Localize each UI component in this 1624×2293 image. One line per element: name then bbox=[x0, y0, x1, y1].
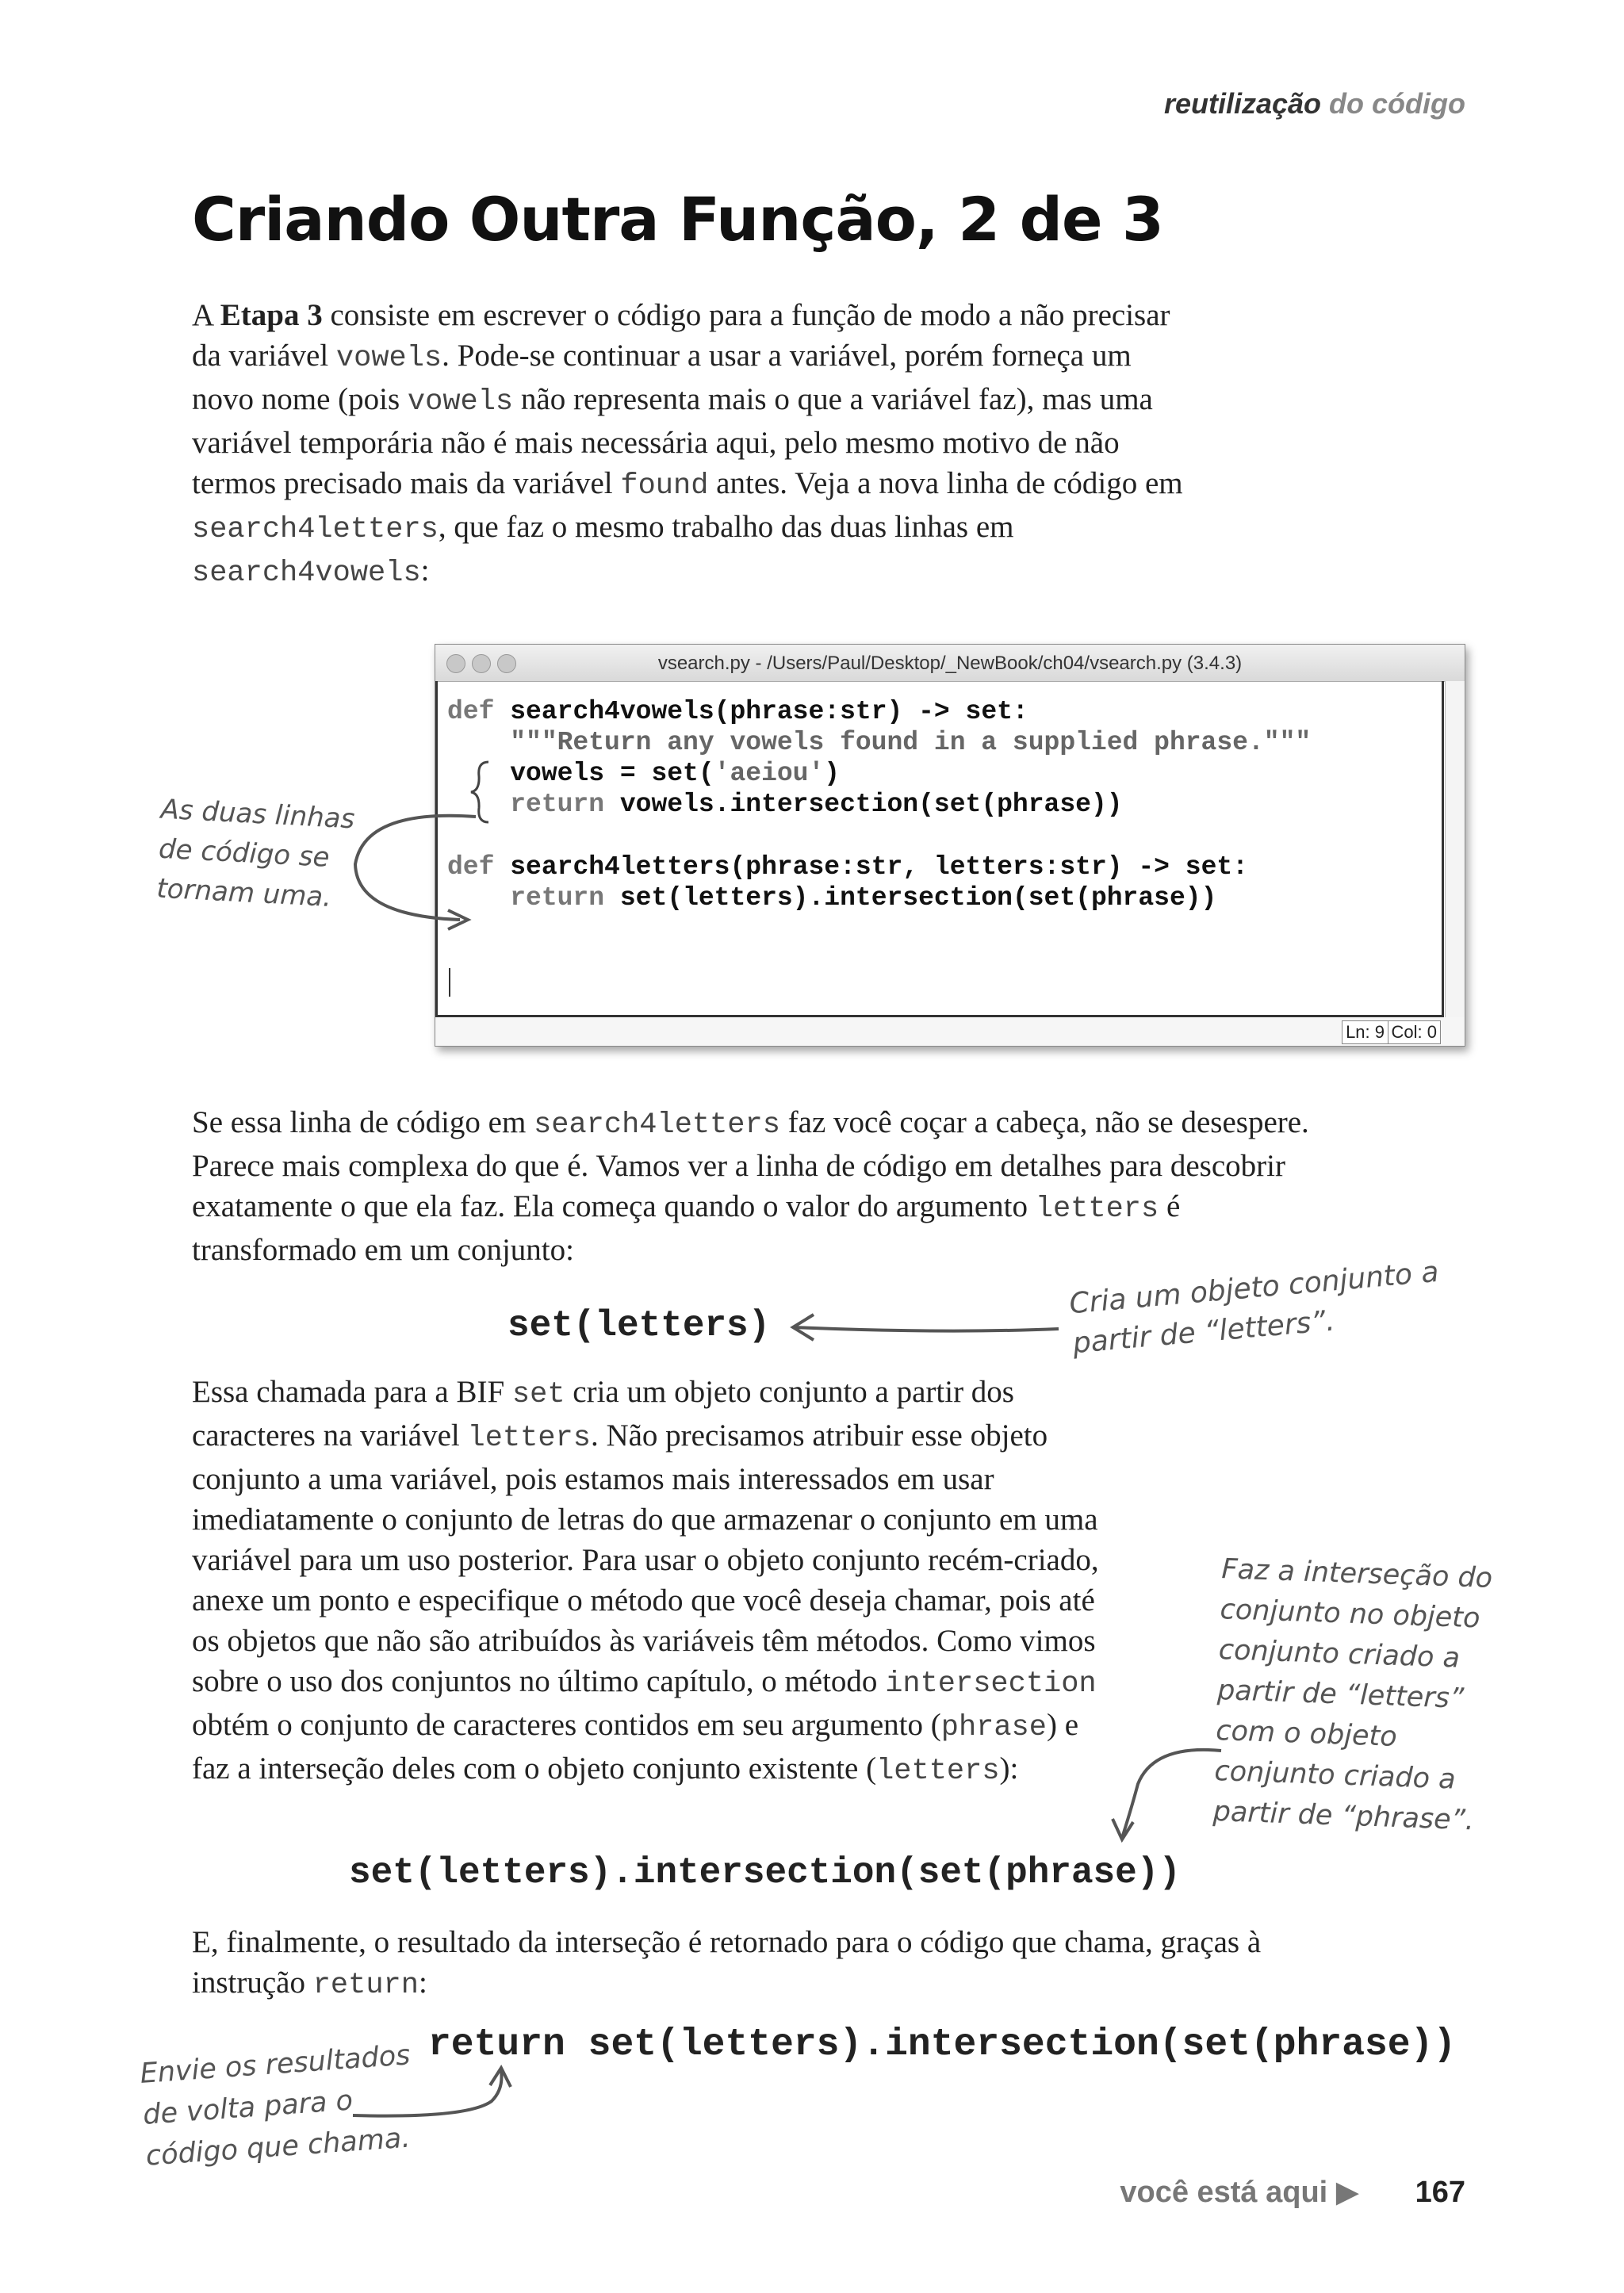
annotation-line: partir de “letters”. bbox=[1071, 1304, 1336, 1361]
code-text: search4vowels(phrase:str) -> set: bbox=[494, 697, 1028, 726]
annotation-line: conjunto no objeto bbox=[1219, 1594, 1481, 1635]
annotation-line: com o objeto bbox=[1215, 1715, 1398, 1753]
text: : bbox=[420, 553, 430, 588]
editor-window bbox=[435, 644, 1465, 1047]
inline-code: found bbox=[620, 469, 709, 503]
code-text: ) bbox=[824, 759, 841, 788]
annotation-line: conjunto criado a bbox=[1213, 1755, 1457, 1796]
text: obtém o conjunto de caracteres contidos em seu argumento ( bbox=[192, 1708, 941, 1742]
annotation-two-lines bbox=[155, 790, 355, 919]
code-line-6 bbox=[447, 852, 1248, 882]
vertical-scrollbar[interactable] bbox=[1445, 681, 1465, 1017]
arrow-icon bbox=[349, 2061, 515, 2133]
inline-code: vowels bbox=[407, 385, 514, 419]
page-footer bbox=[1120, 2174, 1465, 2210]
inline-code: return bbox=[312, 1969, 419, 2002]
text: . Não precisamos atribuir esse objeto conjunto a uma variável, pois estamos mais interessados em usar imediatamente o conjunto de letras do que armazenar o conjunto em uma variável para um uso posterior. Para usar o objeto conjunto recém-criado, anexe um ponto e especifique o método que você deseja chamar, pois até os objetos que não são atribuídos às variáveis têm métodos. Como vimos sobre o uso dos conjuntos no último capítulo, o método bbox=[192, 1418, 1099, 1698]
arrow-icon bbox=[785, 1308, 1063, 1348]
text: consiste em escrever o código para a função de modo a não precisar da variável bbox=[192, 298, 1170, 373]
footer-label: você está aqui ▶ bbox=[1120, 2176, 1360, 2209]
annotation-line: Faz a interseção do bbox=[1220, 1553, 1493, 1595]
keyword: def bbox=[447, 697, 495, 726]
code-line-2: """Return any vowels found in a supplied phrase.""" bbox=[447, 728, 1312, 757]
code-text: search4letters(phrase:str, letters:str) -> set: bbox=[494, 852, 1248, 882]
header-section-sub: do código bbox=[1329, 87, 1465, 120]
annotation-line: Envie os resultados bbox=[139, 2039, 412, 2090]
annotation-intersection bbox=[1212, 1549, 1493, 1842]
bold-text: Etapa 3 bbox=[220, 298, 323, 332]
code-text: set(letters).intersection(set(phrase)) bbox=[604, 883, 1217, 913]
code-line-4 bbox=[447, 790, 1123, 819]
text: não representa mais o que a variável faz), mas uma variável temporária não é mais necessária aqui, pelo mesmo motivo de não termos precisado mais da variável bbox=[192, 382, 1153, 500]
text: , que faz o mesmo trabalho das duas linhas em bbox=[438, 510, 1014, 544]
inline-code: search4vowels bbox=[192, 557, 421, 590]
body-paragraph bbox=[192, 1372, 1104, 1792]
text: antes. Veja a nova linha de código em bbox=[708, 466, 1183, 500]
inline-code: vowels bbox=[335, 342, 442, 375]
annotation-line: tornam uma. bbox=[155, 872, 333, 914]
header-section-name: reutilização bbox=[1163, 87, 1322, 120]
text: é transformado em um conjunto: bbox=[192, 1189, 1181, 1267]
text: ) e faz a interseção deles com o objeto conjunto existente ( bbox=[192, 1708, 1079, 1786]
string-literal: 'aeiou' bbox=[714, 759, 825, 788]
code-line-1 bbox=[447, 697, 1028, 726]
final-paragraph bbox=[192, 1922, 1318, 2006]
code-editor-area[interactable] bbox=[435, 681, 1444, 1017]
inline-code: phrase bbox=[940, 1711, 1047, 1744]
text: : bbox=[418, 1966, 427, 2000]
keyword: return bbox=[447, 883, 605, 913]
annotation-line: de código se bbox=[158, 833, 331, 874]
inline-code: intersection bbox=[885, 1667, 1097, 1701]
code-text: vowels.intersection(set(phrase)) bbox=[604, 790, 1123, 819]
text: E, finalmente, o resultado da interseção é retornado para o código que chama, graças à instrução bbox=[192, 1925, 1262, 2000]
status-col: Col: 0 bbox=[1388, 1020, 1441, 1044]
status-bar bbox=[435, 1017, 1465, 1046]
inline-code: letters bbox=[1035, 1192, 1159, 1226]
running-header bbox=[1164, 87, 1465, 121]
code-intersection: set(letters).intersection(set(phrase)) bbox=[349, 1852, 1181, 1893]
arrow-icon bbox=[341, 801, 484, 936]
code-return: return set(letters).intersection(set(phrase)) bbox=[428, 2023, 1457, 2066]
window-title: vsearch.py - /Users/Paul/Desktop/_NewBook/ch04/vsearch.py (3.4.3) bbox=[657, 653, 1243, 674]
mid-paragraph bbox=[192, 1102, 1318, 1270]
intro-paragraph bbox=[192, 295, 1183, 594]
text: . Pode-se continuar a usar a variável, porém forneça um novo nome (pois bbox=[192, 339, 1132, 416]
text: faz você coçar a cabeça, não se desespere. Parece mais complexa do que é. Vamos ver a linha de código em detalhes para descobrir exatamente o que ela faz. Ela começa quando o valor do argumento bbox=[192, 1105, 1309, 1223]
status-line: Ln: 9 bbox=[1342, 1020, 1388, 1044]
annotation-line: código que chama. bbox=[144, 2122, 412, 2172]
text: A bbox=[192, 298, 220, 332]
arrow-icon bbox=[1106, 1736, 1225, 1847]
code-set-letters: set(letters) bbox=[508, 1305, 771, 1346]
inline-code: letters bbox=[467, 1422, 591, 1455]
code-text: vowels = set( bbox=[447, 759, 714, 788]
annotation-line: partir de “phrase”. bbox=[1212, 1795, 1475, 1837]
annotation-line: conjunto criado a bbox=[1218, 1634, 1461, 1675]
text: Essa chamada para a BIF bbox=[192, 1375, 512, 1409]
code-line-7 bbox=[447, 883, 1216, 913]
annotation-line: partir de “letters” bbox=[1216, 1675, 1465, 1715]
page-number: 167 bbox=[1415, 2176, 1465, 2209]
text: cria um objeto conjunto a partir dos caracteres na variável bbox=[192, 1375, 1014, 1453]
text-cursor bbox=[449, 968, 450, 997]
inline-code: search4letters bbox=[534, 1108, 780, 1142]
annotation-line: de volta para o bbox=[142, 2084, 354, 2131]
inline-code: letters bbox=[876, 1755, 1000, 1788]
code-line-3 bbox=[447, 759, 840, 788]
window-titlebar[interactable] bbox=[435, 645, 1465, 682]
annotation-line: As duas linhas bbox=[159, 793, 356, 836]
text: ): bbox=[999, 1751, 1019, 1786]
text: Se essa linha de código em bbox=[192, 1105, 534, 1139]
keyword: def bbox=[447, 852, 495, 882]
page-title: Criando Outra Função, 2 de 3 bbox=[192, 184, 1163, 255]
keyword: return bbox=[447, 790, 605, 819]
annotation-line: Cria um objeto conjunto a bbox=[1067, 1255, 1440, 1321]
inline-code: set bbox=[511, 1378, 565, 1411]
inline-code: search4letters bbox=[192, 513, 439, 546]
